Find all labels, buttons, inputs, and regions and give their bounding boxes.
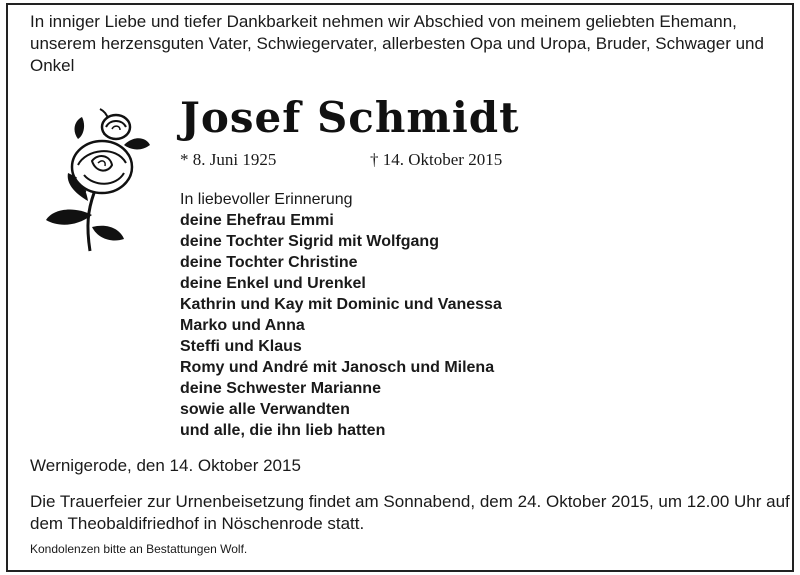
- mourner-line: und alle, die ihn lieb hatten: [180, 422, 386, 439]
- obituary-frame: [6, 3, 794, 572]
- mourner-line: deine Tochter Sigrid mit Wolfgang: [180, 233, 439, 250]
- mourner-line: Romy und André mit Janosch und Milena: [180, 359, 495, 376]
- death-date: † 14. Oktober 2015: [370, 150, 503, 169]
- birth-date: * 8. Juni 1925: [180, 150, 277, 169]
- mourners-list: [180, 210, 502, 441]
- condolence-note: Kondolenzen bitte an Bestattungen Wolf.: [30, 542, 248, 556]
- mourner-line: Steffi und Klaus: [180, 338, 302, 355]
- mourner-line: Marko und Anna: [180, 317, 305, 334]
- mourner-line: deine Schwester Marianne: [180, 380, 381, 397]
- deceased-name: Josef Schmidt: [180, 93, 520, 142]
- mourner-line: deine Enkel und Urenkel: [180, 275, 366, 292]
- place-date: Wernigerode, den 14. Oktober 2015: [30, 456, 301, 475]
- mourner-line: sowie alle Verwandten: [180, 401, 350, 418]
- mourner-line: Kathrin und Kay mit Dominic und Vanessa: [180, 296, 502, 313]
- mourner-line: deine Tochter Christine: [180, 254, 358, 271]
- memory-intro: In liebevoller Erinnerung: [180, 191, 353, 208]
- ceremony-notice: Die Trauerfeier zur Urnenbeisetzung findet am Sonnabend, dem 24. Oktober 2015, um 12.00 Uhr auf dem Theobaldifriedhof in Nöschenrode statt.: [30, 492, 790, 533]
- mourner-line: deine Ehefrau Emmi: [180, 212, 334, 229]
- rose-icon: [42, 105, 152, 255]
- intro-text: In inniger Liebe und tiefer Dankbarkeit nehmen wir Abschied von meinem geliebten Ehemann, unserem herzensguten Vater, Schwiegervater, allerbesten Opa und Uropa, Bruder, Schwager und Onkel: [30, 12, 764, 75]
